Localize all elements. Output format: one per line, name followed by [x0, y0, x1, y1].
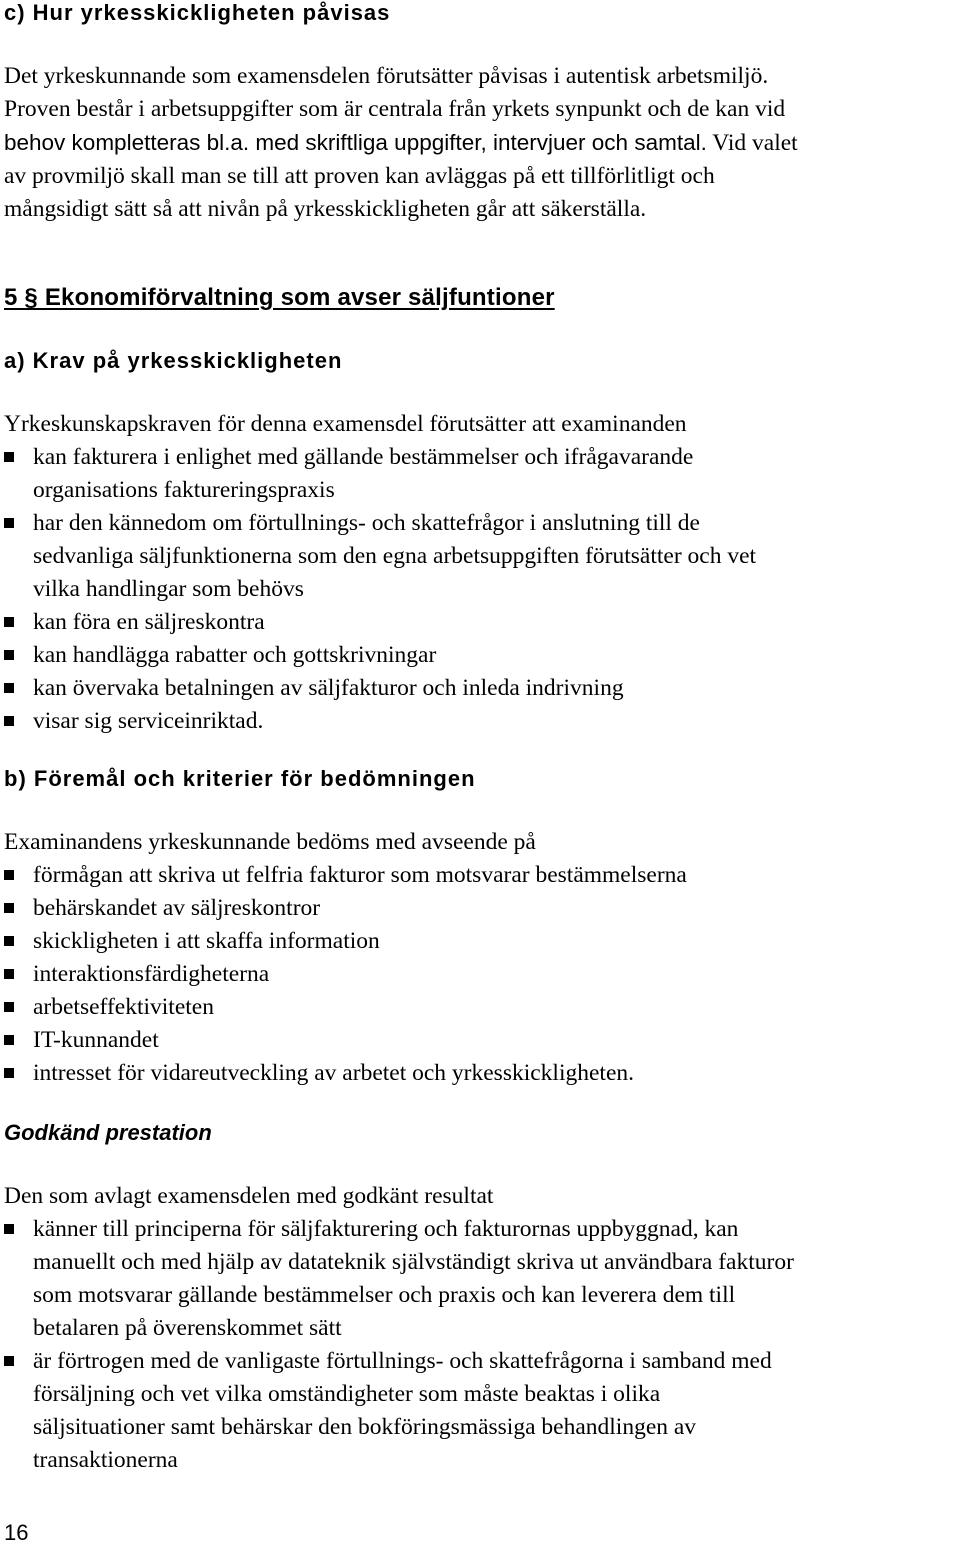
- square-bullet-icon: [4, 870, 14, 880]
- square-bullet-icon: [4, 903, 14, 913]
- unit-5-heading: 5 § Ekonomiförvaltning som avser säljfuntioner: [4, 284, 555, 311]
- approved-item-line: försäljning och vet vilka omständigheter som måste beaktas i olika: [33, 1381, 661, 1407]
- approved-item-line: känner till principerna för säljfakturering och fakturornas uppbyggnad, kan: [33, 1216, 739, 1242]
- section-a-item-line: kan övervaka betalningen av säljfakturor och inleda indrivning: [33, 675, 624, 701]
- section-a-item-line: vilka handlingar som behövs: [33, 576, 304, 602]
- square-bullet-icon: [4, 683, 14, 693]
- square-bullet-icon: [4, 518, 14, 528]
- approved-item-line: säljsituationer samt behärskar den bokföringsmässiga behandlingen av: [33, 1414, 697, 1440]
- section-b-item-line: intresset för vidareutveckling av arbetet och yrkesskickligheten.: [33, 1060, 634, 1086]
- section-b-item: [4, 925, 956, 958]
- section-b-item: [4, 892, 956, 925]
- intro-line-3b: Vid valet: [706, 130, 798, 156]
- approved-body: [4, 1180, 956, 1477]
- page-number: 16: [4, 1520, 29, 1545]
- section-a-item: [4, 705, 956, 738]
- section-a-item-line: visar sig serviceinriktad.: [33, 708, 264, 734]
- square-bullet-icon: [4, 1224, 14, 1234]
- section-b-item-line: arbetseffektiviteten: [33, 994, 214, 1020]
- approved-item-line: transaktionerna: [33, 1447, 178, 1473]
- intro-line-4: av provmiljö skall man se till att proven kan avläggas på ett tillförlitligt och: [4, 163, 715, 189]
- section-a-item-line: sedvanliga säljfunktionerna som den egna arbetsuppgiften förutsätter och vet: [33, 543, 757, 569]
- section-a-item-line: har den kännedom om förtullnings- och skattefrågor i anslutning till de: [33, 510, 700, 536]
- approved-heading: Godkänd prestation: [4, 1120, 212, 1145]
- approved-list: [4, 1213, 956, 1477]
- intro-line-5: mångsidigt sätt så att nivån på yrkesskickligheten går att säkerställa.: [4, 196, 647, 222]
- section-a-heading: a) Krav på yrkesskickligheten: [4, 348, 343, 373]
- square-bullet-icon: [4, 650, 14, 660]
- approved-item-line: manuellt och med hjälp av datateknik självständigt skriva ut användbara fakturor: [33, 1249, 794, 1275]
- section-a-item: [4, 606, 956, 639]
- square-bullet-icon: [4, 716, 14, 726]
- section-b-list: [4, 859, 956, 1090]
- section-a-body: [4, 408, 956, 738]
- square-bullet-icon: [4, 969, 14, 979]
- square-bullet-icon: [4, 1068, 14, 1078]
- approved-item-line: betalaren på överenskommet sätt: [33, 1315, 342, 1341]
- section-a-item-line: kan fakturera i enlighet med gällande bestämmelser och ifrågavarande: [33, 444, 694, 470]
- section-b-lead: Examinandens yrkeskunnande bedöms med avseende på: [4, 829, 536, 855]
- section-b-item-line: behärskandet av säljreskontror: [33, 895, 321, 921]
- square-bullet-icon: [4, 1035, 14, 1045]
- section-a-item: [4, 639, 956, 672]
- approved-item: [4, 1345, 956, 1477]
- approved-item-line: som motsvarar gällande bestämmelser och praxis och kan leverera dem till: [33, 1282, 736, 1308]
- approved-lead: Den som avlagt examensdelen med godkänt resultat: [4, 1183, 494, 1209]
- section-b-item-line: förmågan att skriva ut felfria fakturor som motsvarar bestämmelserna: [33, 862, 687, 888]
- section-a-lead: Yrkeskunskapskraven för denna examensdel förutsätter att examinanden: [4, 411, 687, 437]
- section-b-item-line: interaktionsfärdigheterna: [33, 961, 270, 987]
- section-b-item: [4, 1024, 956, 1057]
- section-b-heading: b) Föremål och kriterier för bedömningen: [4, 766, 476, 791]
- intro-line-3: [4, 126, 956, 160]
- square-bullet-icon: [4, 936, 14, 946]
- intro-line-3a: behov kompletteras bl.a. med skriftliga uppgifter, intervjuer och samtal.: [4, 130, 707, 155]
- section-c-heading: c) Hur yrkesskickligheten påvisas: [4, 0, 391, 25]
- approved-item: [4, 1213, 956, 1345]
- section-b-item: [4, 958, 956, 991]
- section-b-body: [4, 826, 956, 1090]
- section-a-item-line: kan föra en säljreskontra: [33, 609, 265, 635]
- section-b-item-line: skickligheten i att skaffa information: [33, 928, 380, 954]
- section-a-item: [4, 441, 956, 507]
- section-a-item: [4, 672, 956, 705]
- approved-item-line: är förtrogen med de vanligaste förtullnings- och skattefrågorna i samband med: [33, 1348, 772, 1374]
- section-b-item-line: IT-kunnandet: [33, 1027, 159, 1053]
- square-bullet-icon: [4, 1356, 14, 1366]
- intro-paragraph: [4, 60, 956, 226]
- section-b-item: [4, 859, 956, 892]
- section-b-item: [4, 1057, 956, 1090]
- square-bullet-icon: [4, 617, 14, 627]
- square-bullet-icon: [4, 452, 14, 462]
- section-a-item-line: kan handlägga rabatter och gottskrivningar: [33, 642, 437, 668]
- section-a-item-line: organisations faktureringspraxis: [33, 477, 335, 503]
- section-b-item: [4, 991, 956, 1024]
- square-bullet-icon: [4, 1002, 14, 1012]
- section-a-item: [4, 507, 956, 606]
- intro-line-2: Proven består i arbetsuppgifter som är centrala från yrkets synpunkt och de kan vid: [4, 96, 786, 122]
- section-a-list: [4, 441, 956, 738]
- intro-line-1: Det yrkeskunnande som examensdelen förutsätter påvisas i autentisk arbetsmiljö.: [4, 63, 769, 89]
